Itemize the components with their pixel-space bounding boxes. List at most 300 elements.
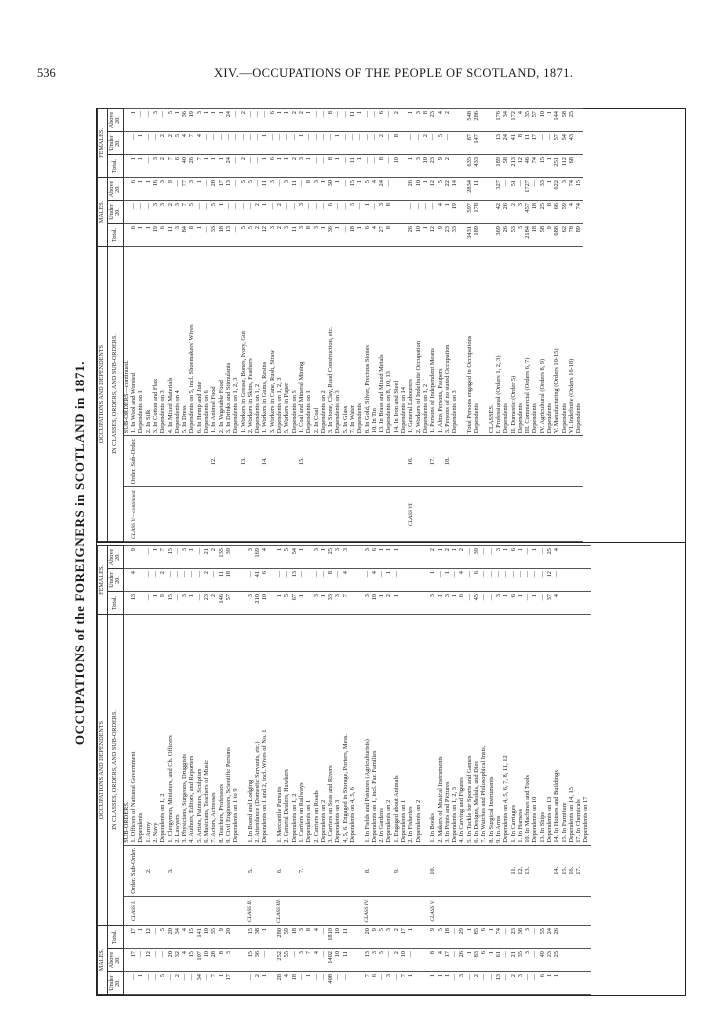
males-total-cell: 9 — [218, 926, 225, 949]
rotated-table — [70, 104, 690, 1002]
order-cell: 5. — [248, 845, 255, 896]
occupation-cell: 2. In Vegetable Food — [218, 247, 225, 436]
class-label-cell — [269, 487, 276, 542]
females-total-cell: 46 — [525, 155, 532, 178]
males-under-cell: 3 — [518, 201, 525, 224]
order-cell — [284, 436, 291, 487]
class-label-cell — [386, 487, 393, 542]
occupation-cell: Dependents on 1, 2, 3 — [233, 247, 240, 436]
occupation-cell: 3. In Cotton and Flax — [153, 247, 160, 436]
males-under-cell: 457 — [525, 201, 532, 224]
females-above-cell: 4 — [554, 546, 561, 569]
females-above-cell — [576, 546, 583, 569]
table-row — [153, 109, 160, 542]
females-under-cell: 4 — [182, 132, 189, 155]
males-under-cell: 17 — [226, 972, 233, 995]
order-cell — [138, 436, 145, 487]
males-under-cell — [583, 972, 590, 995]
females-total-cell: — — [539, 592, 546, 615]
occupation-cell: 2. Lawyers — [175, 615, 182, 846]
order-cell — [539, 436, 546, 487]
class-label-cell — [510, 896, 517, 925]
males-above-cell: 21 — [510, 949, 517, 972]
class-label-cell — [518, 487, 525, 542]
females-above-cell: 39 — [474, 546, 481, 569]
females-total-cell: 2 — [240, 155, 247, 178]
class-label-cell — [372, 896, 379, 925]
left-half-table — [97, 545, 685, 995]
occupation-cell: 5. In Dress — [182, 247, 189, 436]
males-above-cell: — — [204, 178, 211, 201]
females-under-cell: 41 — [510, 132, 517, 155]
females-under-cell: — — [269, 132, 276, 155]
females-above-cell — [569, 546, 576, 569]
females-under-cell: 43 — [569, 132, 576, 155]
females-above-cell: 3 — [313, 546, 320, 569]
occupations-subheader: IN CLASSES, ORDERS, AND SUB-ORDERS. — [107, 615, 123, 926]
occupation-cell: Dependents on 2 — [321, 615, 328, 846]
occupation-cell: VI. Indefinite (Orders 16-18) — [569, 247, 576, 436]
females-under-cell: 4 — [131, 569, 138, 592]
order-cell — [466, 436, 473, 487]
males-under-cell: 3 — [299, 201, 306, 224]
males-total-cell: 18 — [350, 224, 357, 247]
males-total-cell: 18 — [218, 224, 225, 247]
order-cell — [488, 436, 495, 487]
males-total-cell: 38 — [255, 926, 262, 949]
occupation-cell: 1. In Harness — [518, 615, 525, 846]
females-total-cell: 10 — [423, 155, 430, 178]
females-total-cell: — — [313, 155, 320, 178]
table-row — [481, 109, 488, 542]
occupation-cell: 2. In Fisheries — [408, 615, 415, 846]
left-table-body — [123, 546, 591, 995]
females-above-cell: 2 — [211, 546, 218, 569]
males-above-cell: 11 — [342, 949, 349, 972]
class-label-cell — [379, 896, 386, 925]
males-under-cell: 1 — [554, 972, 561, 995]
males-total-cell: 59 — [284, 926, 291, 949]
males-under-cell: — — [204, 972, 211, 995]
males-total-cell — [233, 926, 240, 949]
females-under-cell — [576, 569, 583, 592]
females-under-cell: 2 — [160, 132, 167, 155]
females-above-cell: 39 — [226, 546, 233, 569]
table-row — [306, 109, 313, 542]
females-total-cell: 112 — [561, 155, 568, 178]
males-total-cell: 84 — [182, 224, 189, 247]
males-total-cell: 17 — [131, 926, 138, 949]
occupation-cell: Dependents on 1 to 9 — [233, 615, 240, 846]
females-above-cell — [583, 546, 590, 569]
order-cell — [372, 845, 379, 896]
occupation-cell: 9. Civil Engineers, Scientific Persons — [226, 615, 233, 846]
class-label-cell — [445, 487, 452, 542]
females-above-cell: 2 — [445, 109, 452, 132]
females-under-cell: — — [313, 569, 320, 592]
females-above-cell: 58 — [561, 109, 568, 132]
table-row — [488, 109, 495, 542]
table-row — [408, 109, 415, 542]
males-under-cell: — — [466, 972, 473, 995]
females-under-cell: 6 — [262, 569, 269, 592]
females-total-cell: 1 — [299, 592, 306, 615]
females-total-cell: 57 — [226, 592, 233, 615]
males-under-cell: 8 — [386, 201, 393, 224]
occupation-cell: Dependents on 8, 10, 13 — [386, 247, 393, 436]
males-above-cell: 3 — [284, 178, 291, 201]
females-under-cell: — — [342, 132, 349, 155]
females-under-cell: — — [175, 569, 182, 592]
males-under-cell: 8 — [547, 201, 554, 224]
females-total-cell — [569, 592, 576, 615]
order-cell — [474, 845, 481, 896]
females-above-cell: 169 — [255, 546, 262, 569]
occupation-cell: 8. In Gold, Silver, Precious Stones — [364, 247, 371, 436]
males-above-cell — [350, 949, 357, 972]
order-cell: 12. — [518, 845, 525, 896]
table-row — [474, 109, 481, 542]
females-total-cell: 635 — [466, 155, 473, 178]
occupation-cell: 1. General Labourers — [408, 247, 415, 436]
class-label-cell — [532, 896, 539, 925]
females-under-cell: 4 — [459, 569, 466, 592]
females-under-cell: — — [350, 132, 357, 155]
females-above-cell: 6 — [510, 546, 517, 569]
table-row — [342, 109, 349, 542]
females-total-cell: — — [372, 155, 379, 178]
occupation-cell: III. Commercial (Orders 6, 7) — [525, 247, 532, 436]
males-total-cell — [415, 926, 422, 949]
males-under-cell: — — [306, 201, 313, 224]
males-total-cell — [561, 926, 568, 949]
table-row — [393, 109, 400, 542]
males-header: MALES. — [98, 178, 108, 247]
occupation-cell: Dependents — [532, 247, 539, 436]
males-total-cell: 18 — [291, 926, 298, 949]
class-label-cell — [408, 896, 415, 925]
class-label-cell — [240, 487, 247, 542]
males-total-cell: 78 — [569, 224, 576, 247]
males-above-cell: 5 — [379, 949, 386, 972]
males-under-cell: 1 — [218, 201, 225, 224]
occupation-cell: 4, 5, 6. Engaged in Storage, Porters, Mess. — [342, 615, 349, 846]
page-header — [0, 66, 709, 86]
males-above-cell: — — [233, 178, 240, 201]
males-above-cell: 3 — [160, 178, 167, 201]
females-under-cell — [233, 569, 240, 592]
class-label-cell — [459, 487, 466, 542]
females-above-cell: 6 — [372, 546, 379, 569]
table-row — [569, 109, 576, 542]
males-total-cell: 19 — [153, 224, 160, 247]
males-above-cell: 11 — [291, 178, 298, 201]
occupation-cell: 1. Workers in Gums, Resins — [262, 247, 269, 436]
table-row — [313, 109, 320, 542]
females-total-cell: — — [145, 592, 152, 615]
order-cell — [364, 436, 371, 487]
class-label-cell — [306, 487, 313, 542]
order-cell — [401, 845, 408, 896]
females-total-cell — [583, 592, 590, 615]
class-label-cell — [342, 487, 349, 542]
females-total-cell: 8 — [379, 155, 386, 178]
class-label-cell — [160, 896, 167, 925]
class-label-cell — [299, 487, 306, 542]
order-cell: 2. — [145, 845, 152, 896]
class-label-cell — [204, 896, 211, 925]
table-row — [342, 546, 349, 995]
males-total-cell — [350, 926, 357, 949]
class-label-cell — [335, 487, 342, 542]
running-head: XIV.—OCCUPATIONS OF THE PEOPLE OF SCOTLAND, 1871. — [214, 66, 574, 80]
occupation-cell: 3. Persons of no stated Occupation — [445, 247, 452, 436]
males-total-cell: 23 — [445, 224, 452, 247]
females-total-cell: — — [255, 155, 262, 178]
class-label-cell — [175, 487, 182, 542]
males-above-cell — [583, 949, 590, 972]
order-cell — [342, 845, 349, 896]
order-cell: 15. — [561, 845, 568, 896]
males-total-cell: 1 — [262, 926, 269, 949]
females-above-cell: 176 — [496, 109, 503, 132]
males-above-cell: 15 — [576, 178, 583, 201]
males-under-cell: — — [372, 201, 379, 224]
females-under-cell: — — [503, 569, 510, 592]
males-above-cell: 4 — [372, 178, 379, 201]
females-above-cell: 19 — [189, 109, 196, 132]
males-under-cell — [233, 972, 240, 995]
class-label-cell — [576, 487, 583, 542]
males-total-cell: 20 — [364, 926, 371, 949]
females-total-cell: 2 — [445, 155, 452, 178]
females-under-cell: — — [335, 569, 342, 592]
females-above-cell: 5 — [167, 109, 174, 132]
females-under-cell: — — [211, 132, 218, 155]
males-above-cell: 5 — [364, 178, 371, 201]
males-under-cell: 1 — [262, 201, 269, 224]
females-total-cell: 1 — [357, 155, 364, 178]
males-under-cell: 178 — [474, 201, 481, 224]
order-cell — [539, 845, 546, 896]
occupation-cell: Dependents on 1 — [306, 247, 313, 436]
class-label-cell — [554, 896, 561, 925]
occupation-cell: Dependents on 2 — [321, 247, 328, 436]
females-above-cell — [561, 546, 568, 569]
males-total-cell: 280 — [277, 926, 284, 949]
females-above-cell: 1 — [306, 109, 313, 132]
table-row — [218, 109, 225, 542]
class-label-cell — [160, 487, 167, 542]
males-under-cell: 3 — [350, 201, 357, 224]
females-total-cell: 3 — [299, 155, 306, 178]
females-above-cell: 1 — [175, 109, 182, 132]
males-under-cell: — — [240, 201, 247, 224]
females-above-cell: — — [372, 109, 379, 132]
class-label-cell: CLASS V.—continued. — [131, 487, 138, 542]
females-total-cell: 1 — [211, 155, 218, 178]
males-under-cell: 25 — [539, 201, 546, 224]
females-total-cell: 7 — [342, 592, 349, 615]
females-above-cell: 57 — [532, 109, 539, 132]
females-above-cell: 21 — [204, 546, 211, 569]
males-above-cell: 17 — [131, 949, 138, 972]
females-above-cell: 2 — [459, 546, 466, 569]
males-above-cell: 1402 — [328, 949, 335, 972]
males-above-cell: 36 — [255, 949, 262, 972]
males-under-cell: 34 — [196, 972, 203, 995]
females-under-cell: — — [240, 132, 247, 155]
order-cell — [437, 845, 444, 896]
females-above-cell: — — [255, 109, 262, 132]
females-under-cell: 2 — [167, 132, 174, 155]
males-total-cell — [583, 926, 590, 949]
males-under-cell: 1 — [306, 972, 313, 995]
class-label-cell — [415, 896, 422, 925]
females-above-cell: 3 — [335, 546, 342, 569]
males-above-cell: 20 — [167, 949, 174, 972]
class-label-cell — [437, 487, 444, 542]
females-above-cell: 7 — [160, 546, 167, 569]
females-above-cell — [481, 109, 488, 132]
females-total-cell — [452, 155, 459, 178]
females-above-cell: 1 — [321, 546, 328, 569]
females-above-cell: — — [248, 109, 255, 132]
occupation-cell: Dependents — [138, 615, 145, 846]
occupation-cell: Dependents on 1 — [401, 615, 408, 846]
occupation-cell: Dependents on 14 — [401, 247, 408, 436]
females-under-cell: — — [131, 132, 138, 155]
occupation-cell: Dependents — [474, 247, 481, 436]
males-under-cell: — — [481, 972, 488, 995]
females-above-cell: 24 — [226, 109, 233, 132]
females-above-cell: 1 — [284, 109, 291, 132]
males-total-cell: 85 — [474, 926, 481, 949]
males-above-cell: 3 — [372, 949, 379, 972]
females-above-cell: — — [364, 109, 371, 132]
males-total-cell: 27 — [379, 224, 386, 247]
males-under-cell: — — [145, 972, 152, 995]
males-above-cell: 15 — [248, 949, 255, 972]
males-above-cell: 1 — [547, 178, 554, 201]
occupation-cell: Dependents on 3 — [160, 247, 167, 436]
females-under-cell — [481, 132, 488, 155]
males-above-cell: 5 — [248, 178, 255, 201]
order-cell — [218, 845, 225, 896]
table-row — [569, 546, 576, 995]
order-cell — [372, 436, 379, 487]
males-above-cell: 8 — [218, 949, 225, 972]
occupation-cell: 5. Artists, Painters, Sculptors — [196, 615, 203, 846]
order-cell — [415, 845, 422, 896]
females-total-cell: 26 — [189, 155, 196, 178]
occupation-cell: 14. In Iron and Steel — [393, 247, 400, 436]
females-above-cell — [452, 109, 459, 132]
females-above-cell: 1 — [408, 109, 415, 132]
class-label-cell — [262, 896, 269, 925]
class-label-cell — [153, 896, 160, 925]
females-total-cell: 68 — [569, 155, 576, 178]
females-under-cell: 54 — [561, 132, 568, 155]
males-above-cell: 3 — [226, 949, 233, 972]
females-under-cell: 1 — [299, 132, 306, 155]
males-under-cell: — — [357, 201, 364, 224]
class-label-cell — [466, 896, 473, 925]
table-row — [299, 109, 306, 542]
males-total-cell: 29 — [459, 926, 466, 949]
males-total-cell: 13 — [226, 224, 233, 247]
males-total-cell: 33 — [452, 224, 459, 247]
males-under-cell: — — [430, 201, 437, 224]
females-total-cell: 6 — [510, 592, 517, 615]
occupation-cell: 2. Carriers on Roads — [313, 615, 320, 846]
males-under-cell: 1 — [445, 972, 452, 995]
table-row — [175, 109, 182, 542]
males-total-cell: 18 — [445, 926, 452, 949]
males-above-cell: — — [503, 949, 510, 972]
females-total-cell: 7 — [167, 155, 174, 178]
females-under-cell: — — [430, 132, 437, 155]
females-under-cell: 18 — [226, 569, 233, 592]
males-above-cell: 10 — [204, 949, 211, 972]
occupation-cell: 1. Mercantile Pursuits — [277, 615, 284, 846]
females-under-cell: — — [182, 569, 189, 592]
table-row — [204, 109, 211, 542]
females-above-cell: 1 — [503, 546, 510, 569]
class-label-cell — [313, 896, 320, 925]
occupation-cell: 1. In Books — [430, 615, 437, 846]
females-under-cell: — — [372, 132, 379, 155]
class-label-cell: CLASS I. — [131, 896, 138, 925]
males-under-cell: — — [525, 972, 532, 995]
occupation-cell: Dependents on 6 — [204, 247, 211, 436]
females-total-cell: 1 — [277, 592, 284, 615]
females-under-cell: — — [488, 569, 495, 592]
males-total-cell: 10 — [335, 926, 342, 949]
females-above-cell: 1 — [218, 109, 225, 132]
females-above-cell: 11 — [350, 109, 357, 132]
order-cell — [328, 845, 335, 896]
males-total-cell: 15 — [248, 926, 255, 949]
order-cell — [211, 845, 218, 896]
table-row — [226, 546, 233, 995]
females-above-cell: 286 — [474, 109, 481, 132]
males-total-cell: 3 — [299, 224, 306, 247]
females-above-cell: 1 — [357, 109, 364, 132]
females-above-cell: 36 — [182, 109, 189, 132]
males-total-cell: 26 — [503, 224, 510, 247]
females-under-cell: — — [291, 132, 298, 155]
males-above-cell: 11 — [474, 178, 481, 201]
males-above-cell: 1 — [335, 178, 342, 201]
table-row — [532, 109, 539, 542]
females-under-cell: — — [167, 569, 174, 592]
males-total-cell: 9 — [547, 224, 554, 247]
females-above-cell: — — [386, 109, 393, 132]
females-above-cell: 9 — [131, 546, 138, 569]
males-total-cell: 1810 — [328, 926, 335, 949]
females-above-cell: — — [160, 109, 167, 132]
females-header: FEMALES. — [98, 109, 108, 178]
order-cell — [196, 436, 203, 487]
males-total-cell: 1 — [408, 926, 415, 949]
females-under-cell: — — [284, 569, 291, 592]
females-above-cell — [233, 546, 240, 569]
males-above-cell: 17 — [445, 949, 452, 972]
order-cell — [481, 845, 488, 896]
males-above-cell: 24 — [379, 178, 386, 201]
occupation-cell: Total Persons engaged in Occupations — [466, 247, 473, 436]
